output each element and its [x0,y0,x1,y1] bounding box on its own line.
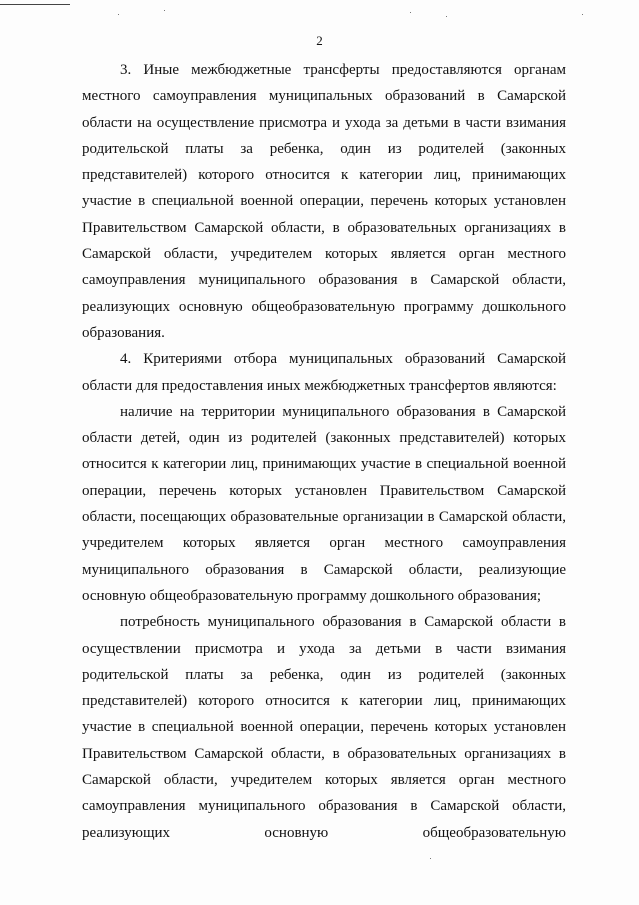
paragraph-4: 4. Критериями отбора муниципальных образований Самарской области для предоставления иных межбюджетных трансфертов являются: [82,351,566,394]
scan-speck [164,10,165,11]
scan-speck [446,16,447,17]
document-body [82,57,566,846]
criterion-paragraph: потребность муниципального образования в Самарской области в осуществлении присмотра и ухода за детьми в части взимания родительской платы за ребенка, один из родителей (законных представителей) которого относится к категории лиц, принимающих участие в специальной военной операции, перечень которых установлен Правительством Самарской области, в образовательных организациях в Самарской области, учредителем которых является орган местного самоуправления муниципального образования в Самарской области, реализующих основную общеобразовательную [82,614,566,841]
scan-speck [410,12,411,13]
scan-speck [582,14,583,15]
page-number: 2 [316,33,323,48]
criterion-paragraph: наличие на территории муниципального образования в Самарской области детей, один из родителей (законных представителей) которых относится к категории лиц, принимающих участие в специальной военной операции, перечень которых установлен Правительством Самарской области, посещающих образовательные организации в Самарской области, учредителем которых является орган местного самоуправления муниципального образования в Самарской области, реализующие основную общеобразовательную программу дошкольного образования; [82,403,566,604]
paragraph-3: 3. Иные межбюджетные трансферты предоставляются органам местного самоуправления муниципальных образований в Самарской области на осуществление присмотра и ухода за детьми в части взимания родительской платы за ребенка, один из родителей (законных представителей) которого относится к категории лиц, принимающих участие в специальной военной операции, перечень которых установлен Правительством Самарской области, в образовательных организациях в Самарской области, учредителем которых является орган местного самоуправления муниципального образования в Самарской области, реализующих основную общеобразовательную программу дошкольного образования. [82,62,566,341]
scan-edge-line [0,4,70,5]
scan-speck [118,14,119,15]
scan-speck [430,858,431,859]
